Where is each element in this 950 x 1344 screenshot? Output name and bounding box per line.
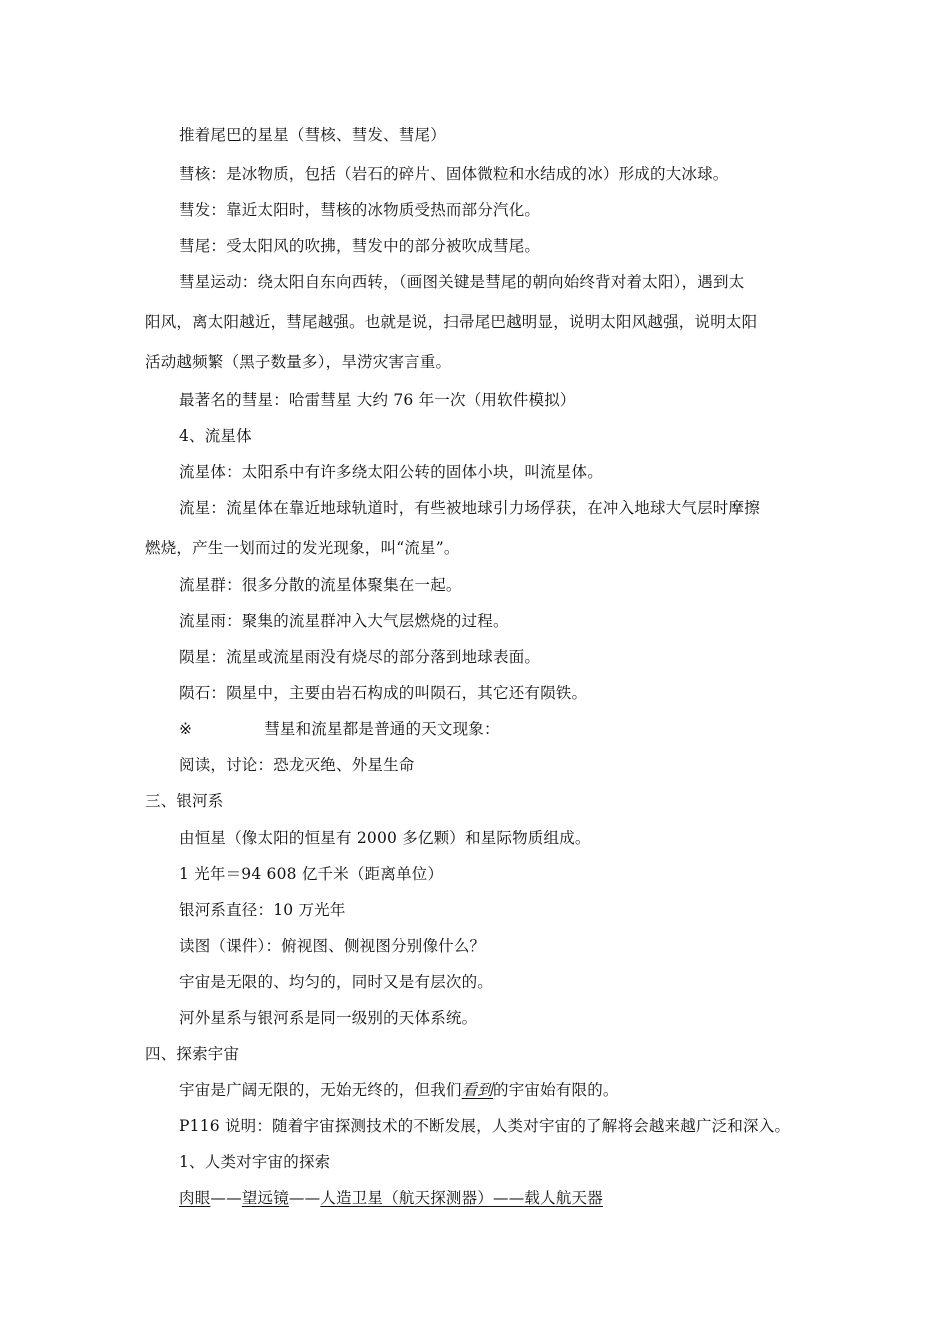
- chain-separator: ——: [288, 1189, 321, 1207]
- comet-motion-3: 活动越频繁（黑子数量多），旱涝灾害言重。: [145, 353, 452, 371]
- galaxy-composition: 由恒星（像太阳的恒星有 2000 多亿颗）和星际物质组成。: [179, 829, 591, 847]
- exploration-chain: [179, 1188, 603, 1208]
- comet-motion-2: 阳风，离太阳越近，彗尾越强。也就是说，扫帚尾巴越明显，说明太阳风越强，说明太阳: [145, 313, 758, 331]
- light-year: 1 光年＝94 608 亿千米（距离单位）: [179, 865, 444, 883]
- halley-comet: 最著名的彗星：哈雷彗星 大约 76 年一次（用软件模拟）: [179, 391, 576, 409]
- galaxy-diameter: 银河系直径：10 万光年: [179, 901, 346, 919]
- universe-infinite: 宇宙是无限的、均匀的，同时又是有层次的。: [179, 973, 494, 991]
- meteorite-def: 陨星：流星或流星雨没有烧尽的部分落到地球表面。: [179, 648, 541, 666]
- p116-note: P116 说明：随着宇宙探测技术的不断发展，人类对宇宙的了解将会越来越广泛和深入。: [179, 1117, 791, 1135]
- section-explore: 四、探索宇宙: [145, 1045, 240, 1063]
- meteor-def-1: 流星：流星体在靠近地球轨道时，有些被地球引力场俘获，在冲入地球大气层时摩擦: [179, 499, 760, 517]
- universe-limited-line: [179, 1080, 619, 1100]
- comet-nucleus: 彗核：是冰物质，包括（岩石的碎片、固体微粒和水结成的冰）形成的大冰球。: [179, 165, 729, 183]
- chain-separator: ——: [210, 1189, 242, 1207]
- universe-text-before: 宇宙是广阔无限的，无始无终的，但我们: [179, 1081, 462, 1099]
- stony-meteorite: 陨石：陨星中，主要由岩石构成的叫陨石，其它还有陨铁。: [179, 684, 588, 702]
- reading-discussion: 阅读，讨论：恐龙灭绝、外星生命: [179, 756, 415, 774]
- exploration-heading: 1、人类对宇宙的探索: [179, 1153, 331, 1171]
- meteoroid-def: 流星体：太阳系中有许多绕太阳公转的固体小块，叫流星体。: [179, 463, 603, 481]
- note-text: 彗星和流星都是普通的天文现象：: [264, 720, 500, 738]
- read-figure: 读图（课件）：俯视图、侧视图分别像什么？: [179, 937, 486, 955]
- meteoroid-heading: 4、流星体: [179, 427, 252, 445]
- universe-text-after: 的宇宙始有限的。: [493, 1081, 619, 1099]
- meteor-group: 流星群：很多分散的流星体聚集在一起。: [179, 576, 462, 594]
- chain-naked-eye: 肉眼: [179, 1189, 211, 1207]
- extragalactic-systems: 河外星系与银河系是同一级别的天体系统。: [179, 1009, 478, 1027]
- chain-satellite-crewed: 人造卫星（航天探测器）——载人航天器: [320, 1189, 603, 1207]
- note-line: [179, 719, 500, 739]
- universe-text-emphasis: 看到: [461, 1081, 494, 1099]
- comet-coma: 彗发：靠近太阳时，彗核的冰物质受热而部分汽化。: [179, 201, 541, 219]
- reference-mark: ※: [179, 720, 193, 738]
- comet-heading: 推着尾巴的星星（彗核、彗发、彗尾）: [179, 126, 446, 144]
- comet-tail: 彗尾：受太阳风的吹拂，彗发中的部分被吹成彗尾。: [179, 237, 541, 255]
- meteor-shower: 流星雨：聚集的流星群冲入大气层燃烧的过程。: [179, 612, 509, 630]
- section-galaxy: 三、银河系: [145, 792, 224, 810]
- chain-telescope: 望远镜: [241, 1189, 289, 1207]
- meteor-def-2: 燃烧，产生一划而过的发光现象，叫“流星”。: [145, 539, 460, 557]
- comet-motion-1: 彗星运动：绕太阳自东向西转，（画图关键是彗尾的朝向始终背对着太阳），遇到太: [179, 273, 745, 291]
